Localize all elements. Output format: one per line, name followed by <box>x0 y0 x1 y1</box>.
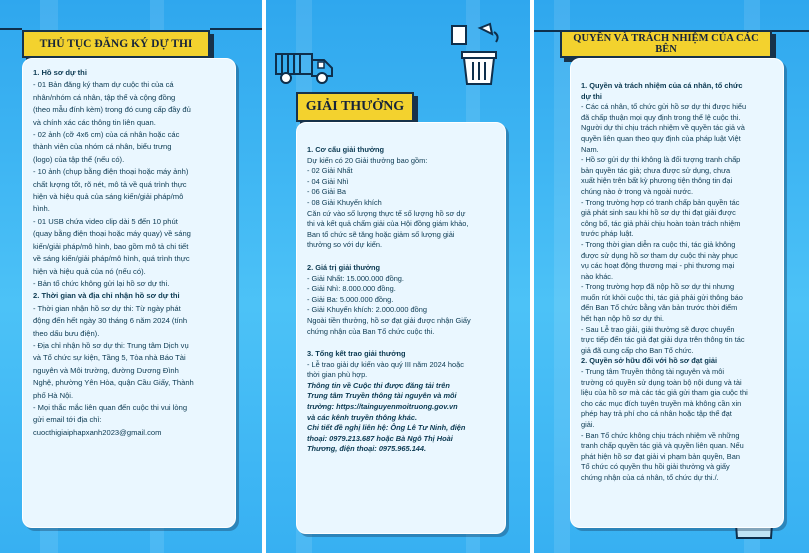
text-line: - Sau Lễ trao giải, giải thưởng sẽ được chuyển <box>581 324 735 334</box>
text-line: công bố, tác giả phải chịu hoàn toàn trách nhiệm <box>581 218 741 228</box>
text-line: - Lễ trao giải dự kiến vào quý III năm 2024 hoặc <box>307 359 464 369</box>
text-line: cuocthigiaiphapxanh2023@gmail.com <box>33 427 162 437</box>
text-line: - 02 Giải Nhất <box>307 166 353 176</box>
text-line: - Thời gian nhận hồ sơ dự thi: Từ ngày phát <box>33 303 181 313</box>
contact-info-text <box>307 381 497 455</box>
text-line: 2. Thời gian và địa chỉ nhận hồ sơ dự thi <box>33 291 180 301</box>
rights-content <box>570 58 784 528</box>
text-line: hiện và hiệu quả của nó (nếu có). <box>33 266 146 276</box>
text-line: Căn cứ vào số lượng thực tế số lượng hồ sơ dự <box>307 208 466 218</box>
text-line: Nam. <box>581 144 599 154</box>
text-line: chứng nhận của cá nhân, tổ chức dự thi./. <box>581 472 719 482</box>
text-line: - Trung tâm Truyền thông tài nguyên và môi <box>581 367 724 377</box>
text-line: Nghệ, phường Yên Hòa, quận Cầu Giấy, Thành <box>33 378 194 388</box>
text-line: 1. Hồ sơ dự thi <box>33 68 87 77</box>
text-line: thưởng so với dự kiến. <box>307 240 383 250</box>
recycle-bin-icon <box>446 22 512 88</box>
text-line: giả đã cung cấp cho Ban Tổ chức. <box>581 345 694 355</box>
section-title: THỦ TỤC ĐĂNG KÝ DỰ THI <box>22 30 210 58</box>
text-line: - Mọi thắc mắc liên quan đến cuộc thi vui lòng <box>33 402 188 412</box>
text-line: thi và kết quả chấm giải của Hội đồng giám khảo, <box>307 219 469 229</box>
text-line: Ngoài tiền thưởng, hồ sơ đạt giải được nhận Giấy <box>307 315 471 325</box>
text-line: phép hay trả phí cho cá nhân hoặc tập thể đạt <box>581 409 732 419</box>
section-title: QUYỀN VÀ TRÁCH NHIỆM CỦA CÁC BÊN <box>560 30 772 58</box>
text-line: thời gian phù hợp. <box>307 370 368 380</box>
text-line: - Hồ sơ gửi dự thi không là đối tượng tranh chấp <box>581 155 741 165</box>
text-line: - Trong trường hợp có tranh chấp bản quyền tác <box>581 197 740 207</box>
text-line: trường: https://tainguyenmoitruong.gov.vn <box>307 402 458 412</box>
bg-stripe <box>554 0 570 553</box>
text-line: nhân/nhóm cá nhân, tập thể và cộng đồng <box>33 92 176 102</box>
text-line: - Bản tổ chức không gửi lại hồ sơ dự thi. <box>33 278 170 288</box>
text-line: gửi email tới địa chỉ: <box>33 415 102 425</box>
section-heading: 1. Cơ cấu giải thưởng <box>307 145 385 154</box>
text-line: trực tiếp đến tác giả đạt giải dựa trên thông tin tác <box>581 335 745 345</box>
text-line: Thương, điện thoại: 0975.965.144. <box>307 444 427 454</box>
text-line: (quay bằng điện thoại hoặc máy quay) về sáng <box>33 229 191 239</box>
deco-line <box>0 28 22 30</box>
registration-content <box>22 58 236 528</box>
text-line: - Giải Nhất: 15.000.000 đồng. <box>307 273 404 283</box>
text-line: - 10 ảnh (chụp bằng điện thoại hoặc máy ảnh) <box>33 167 189 177</box>
award-structure-text <box>307 156 497 251</box>
text-line: Thông tin về Cuộc thi được đăng tải trên <box>307 380 450 390</box>
text-line: vụ các hoạt động thương mại - phi thương mại <box>581 261 735 271</box>
rights-text <box>581 81 775 484</box>
text-line: - Giải Ba: 5.000.000 đồng. <box>307 294 394 304</box>
text-line: phố Hà Nội. <box>33 390 74 400</box>
text-line: trường có quyền sử dụng toàn bộ nội dung và tài <box>581 377 742 387</box>
text-line: quyền liên quan theo quy định của pháp luật Việt <box>581 133 741 143</box>
text-line: muốn rút khỏi cuộc thi, tác giả phải gửi thông báo <box>581 292 743 302</box>
text-line: tranh chấp quyền tác giả và quyền liên quan. Nếu <box>581 441 744 451</box>
text-line: - Giải Nhì: 8.000.000 đồng. <box>307 284 396 294</box>
text-line: Chi tiết đề nghị liên hệ: Ông Lê Tư Ninh, điện <box>307 423 466 433</box>
deco-line <box>534 30 560 32</box>
text-line: và các kênh truyền thông khác. <box>307 412 418 422</box>
text-line: phát hiện hồ sơ đạt giải vi phạm bản quyền, Ban <box>581 451 740 461</box>
text-line: dự thi <box>581 91 602 101</box>
text-line: (logo) của tập thể (nếu có). <box>33 154 125 164</box>
text-line: 2. Quyền sở hữu đối với hồ sơ đạt giải <box>581 356 718 366</box>
text-line: động đến hết ngày 30 tháng 6 năm 2024 (tính <box>33 316 188 326</box>
award-value-text <box>307 274 497 338</box>
text-line: thoại: 0979.213.687 hoặc Bà Ngô Thị Hoài <box>307 433 453 443</box>
text-line: xuất hiện trên bất kỳ phương tiện thông tin đại <box>581 176 733 186</box>
text-line: nào khác. <box>581 271 614 281</box>
text-line: Trung tâm Truyền thông tài nguyên và môi <box>307 391 457 401</box>
text-line: - 04 Giải Nhì <box>307 176 349 186</box>
panel-rights <box>534 0 809 553</box>
text-line: - 02 ảnh (cỡ 4x6 cm) của cá nhân hoặc các <box>33 130 180 140</box>
text-line: - Giải Khuyến khích: 2.000.000 đồng <box>307 305 427 315</box>
text-line: cho các mục đích tuyên truyền mà không cần xin <box>581 398 742 408</box>
text-line: 1. Quyền và trách nhiệm của cá nhân, tổ chức <box>581 81 743 90</box>
text-line: - Ban Tổ chức không chịu trách nhiệm về những <box>581 430 740 440</box>
text-line: - Các cá nhân, tổ chức gửi hồ sơ dự thi được hiểu <box>581 102 747 112</box>
deco-line <box>210 28 262 30</box>
text-line: hết hạn nộp hồ sơ dự thi. <box>581 314 664 324</box>
text-line: và chính xác các thông tin liên quan. <box>33 117 156 127</box>
text-line: liệu của hồ sơ mà các tác giả gửi tham gia cuộc thi <box>581 388 748 398</box>
text-line: - 01 USB chứa video clip dài 5 đến 10 phút <box>33 216 178 226</box>
awards-content <box>296 122 506 534</box>
text-line: bản quyền tác giả; chưa được sử dụng, chưa <box>581 165 731 175</box>
text-line: chứng nhận của Ban Tổ chức cuộc thi. <box>307 326 435 336</box>
text-line: Dự kiến có 20 Giải thưởng bao gồm: <box>307 155 428 165</box>
text-line: được sử dụng hồ sơ tham dự cuộc thi này phục <box>581 250 738 260</box>
section-heading: 3. Tổng kết trao giải thưởng <box>307 349 406 359</box>
text-line: - 06 Giải Ba <box>307 187 347 197</box>
text-line: đến Ban Tổ chức bằng văn bản trước thời điểm <box>581 303 738 313</box>
text-line: giả phát sinh sau khi hồ sơ dự thi đạt giải được <box>581 208 736 218</box>
text-line: giải. <box>581 420 595 429</box>
text-line: - Trong thời gian diễn ra cuộc thi, tác giả không <box>581 239 736 249</box>
text-line: - Trong trường hợp đã nộp hồ sơ dự thi nhưng <box>581 282 735 292</box>
text-line: Ban tổ chức sẽ tăng hoặc giảm số lượng giải <box>307 229 455 239</box>
text-line: nguyên và Môi trường, đường Dương Đình <box>33 365 179 375</box>
award-ceremony-text <box>307 360 497 381</box>
text-line: về sáng kiến/giải pháp/mô hình, quá trình thực <box>33 254 190 264</box>
text-line: - Địa chỉ nhận hồ sơ dự thi: Trung tâm Dịch vụ <box>33 340 189 350</box>
text-line: - 01 Bản đăng ký tham dự cuộc thi của cá <box>33 80 174 90</box>
text-line: Người dự thi chịu trách nhiệm về quyền tác giả và <box>581 123 745 133</box>
text-line: - 08 Giải Khuyến khích <box>307 197 382 207</box>
text-line: trước pháp luật. <box>581 229 634 239</box>
registration-text <box>33 67 227 439</box>
text-line: đã chấp thuận mọi quy định trong thể lệ cuộc thi. <box>581 112 741 122</box>
section-title: GIẢI THƯỞNG <box>296 92 414 122</box>
text-line: hiện và hiệu quả của sáng kiến/giải pháp/mô <box>33 192 184 202</box>
garbage-truck-icon <box>274 48 338 88</box>
text-line: kiến/giải pháp/mô hình, bao gồm mô tả chi tiết <box>33 241 189 251</box>
panel-awards <box>266 0 530 553</box>
deco-line <box>772 30 809 32</box>
text-line: Tổ chức có quyền thu hồi giải thưởng và giấy <box>581 462 730 472</box>
text-line: và Tổ chức sự kiện, Tầng 5, Tòa nhà Báo Tài <box>33 353 186 363</box>
section-heading: 2. Giá trị giải thưởng <box>307 262 381 272</box>
text-line: hình. <box>33 204 50 214</box>
panel-registration <box>0 0 262 553</box>
text-line: chúng nào ở trong và ngoài nước. <box>581 186 694 196</box>
text-line: theo dấu bưu điện). <box>33 328 100 338</box>
text-line: (theo mẫu đính kèm) trong đó cung cấp đầy đủ <box>33 105 191 115</box>
text-line: thành viên của nhóm cá nhân, biểu trưng <box>33 142 172 152</box>
text-line: chất lượng tốt, rõ nét, mô tả về quá trình thực <box>33 179 187 189</box>
